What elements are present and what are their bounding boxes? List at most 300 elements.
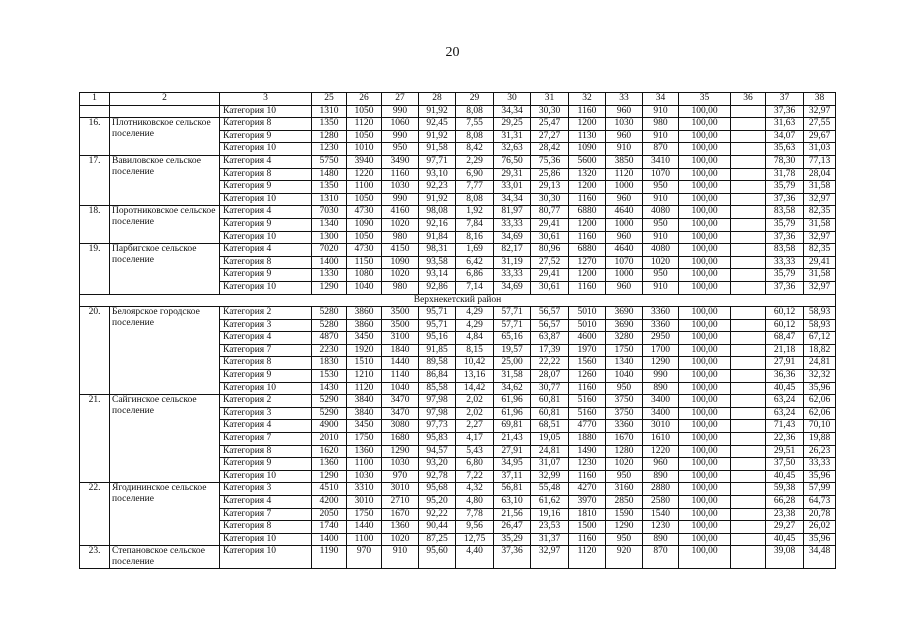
value-cell: 100,00 <box>679 496 731 509</box>
value-cell: 4510 <box>312 483 347 496</box>
value-cell: 4080 <box>643 206 679 219</box>
value-cell: 1530 <box>312 370 347 383</box>
value-cell: 12,75 <box>456 533 494 546</box>
value-cell: 1750 <box>347 433 382 446</box>
value-cell: 1230 <box>312 143 347 156</box>
value-cell: 27,52 <box>531 256 569 269</box>
value-cell: 82,17 <box>494 244 531 257</box>
value-cell: 1290 <box>606 521 643 534</box>
value-cell: 92,86 <box>419 281 456 294</box>
value-cell: 87,25 <box>419 533 456 546</box>
value-cell: 28,04 <box>804 168 836 181</box>
value-cell: 1080 <box>347 269 382 282</box>
value-cell: 1040 <box>382 382 419 395</box>
value-cell: 5010 <box>569 319 606 332</box>
value-cell: 100,00 <box>679 130 731 143</box>
value-cell: 95,16 <box>419 332 456 345</box>
value-cell: 910 <box>643 193 679 206</box>
category-cell: Категория 4 <box>220 496 312 509</box>
value-cell: 1190 <box>312 546 347 569</box>
value-cell: 1830 <box>312 357 347 370</box>
value-cell: 97,98 <box>419 395 456 408</box>
value-cell: 1880 <box>569 433 606 446</box>
value-cell: 25,00 <box>494 357 531 370</box>
value-cell: 1560 <box>569 357 606 370</box>
value-cell: 7,55 <box>456 118 494 131</box>
value-cell <box>731 370 766 383</box>
value-cell: 1140 <box>382 370 419 383</box>
value-cell: 91,92 <box>419 193 456 206</box>
value-cell: 1020 <box>643 256 679 269</box>
value-cell: 1040 <box>606 370 643 383</box>
value-cell: 2,27 <box>456 420 494 433</box>
value-cell: 29,41 <box>804 256 836 269</box>
settlement-name-cell: Белоярское городское поселение <box>110 307 220 395</box>
value-cell: 22,36 <box>766 433 804 446</box>
value-cell: 950 <box>606 470 643 483</box>
value-cell: 34,34 <box>494 105 531 118</box>
value-cell: 90,44 <box>419 521 456 534</box>
category-cell: Категория 10 <box>220 281 312 294</box>
value-cell <box>731 118 766 131</box>
value-cell: 58,93 <box>804 307 836 320</box>
table-row <box>80 105 836 118</box>
value-cell: 4640 <box>606 244 643 257</box>
row-number-cell: 19. <box>80 244 110 294</box>
value-cell: 3360 <box>606 420 643 433</box>
value-cell: 100,00 <box>679 357 731 370</box>
column-number-cell: 33 <box>606 93 643 106</box>
value-cell: 58,93 <box>804 319 836 332</box>
category-cell: Категория 10 <box>220 470 312 483</box>
value-cell: 960 <box>606 231 643 244</box>
value-cell: 35,29 <box>494 533 531 546</box>
value-cell: 97,73 <box>419 420 456 433</box>
value-cell: 1160 <box>569 281 606 294</box>
value-cell: 100,00 <box>679 269 731 282</box>
value-cell: 95,20 <box>419 496 456 509</box>
value-cell: 100,00 <box>679 344 731 357</box>
settlement-name-cell: Поротниковское сельское поселение <box>110 206 220 244</box>
value-cell <box>731 433 766 446</box>
value-cell <box>731 445 766 458</box>
row-number-cell: 21. <box>80 395 110 483</box>
value-cell: 3470 <box>382 407 419 420</box>
value-cell: 29,67 <box>804 130 836 143</box>
value-cell: 1360 <box>312 458 347 471</box>
value-cell: 2880 <box>643 483 679 496</box>
value-cell: 35,96 <box>804 533 836 546</box>
value-cell: 100,00 <box>679 143 731 156</box>
category-cell: Категория 8 <box>220 118 312 131</box>
value-cell: 1290 <box>312 470 347 483</box>
value-cell: 29,25 <box>494 118 531 131</box>
value-cell: 4,29 <box>456 307 494 320</box>
value-cell: 63,24 <box>766 407 804 420</box>
value-cell: 95,60 <box>419 546 456 569</box>
value-cell: 4160 <box>382 206 419 219</box>
value-cell: 1020 <box>382 218 419 231</box>
value-cell <box>731 193 766 206</box>
value-cell: 5280 <box>312 307 347 320</box>
value-cell: 89,58 <box>419 357 456 370</box>
value-cell: 34,62 <box>494 382 531 395</box>
value-cell: 66,28 <box>766 496 804 509</box>
value-cell: 870 <box>643 546 679 569</box>
value-cell: 60,12 <box>766 319 804 332</box>
value-cell: 8,15 <box>456 344 494 357</box>
value-cell <box>731 546 766 569</box>
value-cell: 78,30 <box>766 155 804 168</box>
category-cell: Категория 4 <box>220 420 312 433</box>
value-cell: 6,80 <box>456 458 494 471</box>
value-cell: 980 <box>382 281 419 294</box>
value-cell: 76,50 <box>494 155 531 168</box>
value-cell: 1030 <box>347 470 382 483</box>
value-cell: 3500 <box>382 319 419 332</box>
value-cell: 1750 <box>606 344 643 357</box>
value-cell: 1090 <box>347 218 382 231</box>
value-cell: 910 <box>643 281 679 294</box>
value-cell: 8,08 <box>456 105 494 118</box>
value-cell: 91,84 <box>419 231 456 244</box>
value-cell: 1150 <box>347 256 382 269</box>
value-cell: 23,53 <box>531 521 569 534</box>
table-row <box>80 395 836 408</box>
value-cell: 95,68 <box>419 483 456 496</box>
value-cell: 75,36 <box>531 155 569 168</box>
value-cell: 24,81 <box>804 357 836 370</box>
value-cell: 57,71 <box>494 307 531 320</box>
value-cell: 1270 <box>569 256 606 269</box>
value-cell: 60,12 <box>766 307 804 320</box>
category-cell: Категория 8 <box>220 445 312 458</box>
value-cell <box>731 521 766 534</box>
value-cell: 1970 <box>569 344 606 357</box>
value-cell <box>731 332 766 345</box>
value-cell: 1440 <box>347 521 382 534</box>
value-cell: 93,10 <box>419 168 456 181</box>
value-cell: 7,22 <box>456 470 494 483</box>
value-cell: 1,92 <box>456 206 494 219</box>
value-cell: 5010 <box>569 307 606 320</box>
value-cell: 40,45 <box>766 533 804 546</box>
value-cell: 100,00 <box>679 470 731 483</box>
table-row <box>80 307 836 320</box>
value-cell: 1590 <box>606 508 643 521</box>
column-number-cell: 35 <box>679 93 731 106</box>
value-cell: 31,58 <box>804 269 836 282</box>
value-cell: 3010 <box>347 496 382 509</box>
value-cell: 2950 <box>643 332 679 345</box>
value-cell: 36,36 <box>766 370 804 383</box>
category-cell: Категория 4 <box>220 332 312 345</box>
value-cell: 4640 <box>606 206 643 219</box>
value-cell: 86,84 <box>419 370 456 383</box>
value-cell: 56,81 <box>494 483 531 496</box>
value-cell <box>731 130 766 143</box>
value-cell: 61,62 <box>531 496 569 509</box>
value-cell: 32,32 <box>804 370 836 383</box>
value-cell: 2230 <box>312 344 347 357</box>
value-cell: 960 <box>606 281 643 294</box>
value-cell: 3360 <box>643 319 679 332</box>
value-cell: 3860 <box>347 319 382 332</box>
column-number-cell: 28 <box>419 93 456 106</box>
settlement-name-cell: Вавиловское сельское поселение <box>110 155 220 205</box>
value-cell: 1160 <box>569 105 606 118</box>
value-cell: 1100 <box>347 181 382 194</box>
row-number-cell: 20. <box>80 307 110 395</box>
value-cell: 57,71 <box>494 319 531 332</box>
value-cell: 1350 <box>312 118 347 131</box>
value-cell: 2710 <box>382 496 419 509</box>
value-cell: 29,27 <box>766 521 804 534</box>
value-cell: 19,05 <box>531 433 569 446</box>
table-row <box>80 206 836 219</box>
value-cell: 3500 <box>382 307 419 320</box>
value-cell <box>731 256 766 269</box>
value-cell: 27,91 <box>494 445 531 458</box>
value-cell: 100,00 <box>679 420 731 433</box>
value-cell: 32,97 <box>804 281 836 294</box>
category-cell: Категория 4 <box>220 206 312 219</box>
value-cell: 3010 <box>382 483 419 496</box>
value-cell: 3850 <box>606 155 643 168</box>
value-cell: 91,58 <box>419 143 456 156</box>
value-cell: 31,07 <box>531 458 569 471</box>
value-cell: 26,02 <box>804 521 836 534</box>
value-cell: 100,00 <box>679 508 731 521</box>
value-cell: 1480 <box>312 168 347 181</box>
region-row <box>80 294 836 307</box>
value-cell: 80,77 <box>531 206 569 219</box>
value-cell: 1000 <box>606 269 643 282</box>
value-cell: 1070 <box>643 168 679 181</box>
value-cell: 32,97 <box>804 105 836 118</box>
value-cell: 1510 <box>347 357 382 370</box>
value-cell: 1920 <box>347 344 382 357</box>
value-cell: 5,43 <box>456 445 494 458</box>
value-cell <box>731 344 766 357</box>
value-cell: 1030 <box>382 181 419 194</box>
value-cell <box>731 407 766 420</box>
value-cell: 1340 <box>312 218 347 231</box>
value-cell: 1050 <box>347 130 382 143</box>
category-cell: Категория 8 <box>220 168 312 181</box>
value-cell: 3450 <box>347 332 382 345</box>
category-cell: Категория 9 <box>220 130 312 143</box>
value-cell: 4,29 <box>456 319 494 332</box>
value-cell: 82,35 <box>804 206 836 219</box>
page-number: 20 <box>445 45 460 60</box>
value-cell: 31,19 <box>494 256 531 269</box>
value-cell: 1540 <box>643 508 679 521</box>
value-cell: 30,61 <box>531 281 569 294</box>
value-cell: 97,71 <box>419 155 456 168</box>
region-title: Верхнекетский район <box>80 294 836 307</box>
value-cell: 21,56 <box>494 508 531 521</box>
value-cell: 3690 <box>606 307 643 320</box>
value-cell: 95,83 <box>419 433 456 446</box>
category-cell: Категория 7 <box>220 508 312 521</box>
value-cell <box>731 181 766 194</box>
value-cell: 6,90 <box>456 168 494 181</box>
value-cell: 68,47 <box>766 332 804 345</box>
value-cell: 18,82 <box>804 344 836 357</box>
category-cell: Категория 4 <box>220 244 312 257</box>
value-cell: 97,98 <box>419 407 456 420</box>
value-cell: 100,00 <box>679 244 731 257</box>
value-cell: 32,63 <box>494 143 531 156</box>
value-cell: 910 <box>643 105 679 118</box>
value-cell: 4730 <box>347 244 382 257</box>
table-row <box>80 483 836 496</box>
value-cell <box>731 533 766 546</box>
row-number-cell: 23. <box>80 546 110 569</box>
value-cell: 100,00 <box>679 546 731 569</box>
value-cell: 91,92 <box>419 130 456 143</box>
value-cell: 29,51 <box>766 445 804 458</box>
value-cell: 19,57 <box>494 344 531 357</box>
value-cell <box>731 218 766 231</box>
value-cell: 970 <box>382 470 419 483</box>
value-cell: 4600 <box>569 332 606 345</box>
value-cell: 28,42 <box>531 143 569 156</box>
table-row <box>80 244 836 257</box>
value-cell: 100,00 <box>679 395 731 408</box>
value-cell: 2,29 <box>456 155 494 168</box>
settlement-name-cell: Плотниковское сельское поселение <box>110 118 220 156</box>
value-cell: 4200 <box>312 496 347 509</box>
value-cell: 920 <box>606 546 643 569</box>
value-cell: 1330 <box>312 269 347 282</box>
value-cell: 25,86 <box>531 168 569 181</box>
value-cell: 91,92 <box>419 105 456 118</box>
value-cell: 1220 <box>643 445 679 458</box>
value-cell: 950 <box>643 269 679 282</box>
value-cell: 1050 <box>347 231 382 244</box>
value-cell: 910 <box>643 130 679 143</box>
category-cell: Категория 9 <box>220 269 312 282</box>
value-cell: 7,77 <box>456 181 494 194</box>
value-cell: 63,10 <box>494 496 531 509</box>
settlement-name-cell: Парбигское сельское поселение <box>110 244 220 294</box>
value-cell: 1120 <box>569 546 606 569</box>
value-cell: 1120 <box>347 382 382 395</box>
column-number-cell: 27 <box>382 93 419 106</box>
value-cell: 1340 <box>606 357 643 370</box>
value-cell: 56,57 <box>531 319 569 332</box>
value-cell: 83,58 <box>766 206 804 219</box>
value-cell: 1810 <box>569 508 606 521</box>
value-cell: 31,31 <box>494 130 531 143</box>
value-cell: 100,00 <box>679 168 731 181</box>
column-number-cell: 32 <box>569 93 606 106</box>
value-cell: 1120 <box>606 168 643 181</box>
value-cell: 24,81 <box>531 445 569 458</box>
value-cell: 1290 <box>643 357 679 370</box>
value-cell: 93,20 <box>419 458 456 471</box>
column-number-cell: 30 <box>494 93 531 106</box>
value-cell: 3840 <box>347 407 382 420</box>
value-cell <box>731 269 766 282</box>
value-cell: 1610 <box>643 433 679 446</box>
value-cell: 890 <box>643 533 679 546</box>
value-cell: 1500 <box>569 521 606 534</box>
value-cell: 3100 <box>382 332 419 345</box>
value-cell: 7,78 <box>456 508 494 521</box>
value-cell: 1200 <box>569 118 606 131</box>
value-cell: 100,00 <box>679 433 731 446</box>
value-cell: 33,01 <box>494 181 531 194</box>
value-cell: 1200 <box>569 269 606 282</box>
value-cell: 40,45 <box>766 470 804 483</box>
value-cell: 910 <box>643 231 679 244</box>
value-cell: 3280 <box>606 332 643 345</box>
value-cell: 100,00 <box>679 458 731 471</box>
value-cell: 100,00 <box>679 105 731 118</box>
column-number-cell: 2 <box>110 93 220 106</box>
value-cell: 3400 <box>643 407 679 420</box>
value-cell: 3310 <box>347 483 382 496</box>
value-cell: 63,87 <box>531 332 569 345</box>
value-cell: 31,58 <box>494 370 531 383</box>
value-cell: 1040 <box>347 281 382 294</box>
value-cell: 1400 <box>312 256 347 269</box>
value-cell <box>731 357 766 370</box>
value-cell: 3940 <box>347 155 382 168</box>
value-cell: 25,47 <box>531 118 569 131</box>
value-cell: 100,00 <box>679 307 731 320</box>
category-cell: Категория 3 <box>220 483 312 496</box>
value-cell: 1200 <box>569 181 606 194</box>
value-cell: 100,00 <box>679 155 731 168</box>
value-cell: 95,71 <box>419 319 456 332</box>
value-cell: 960 <box>606 130 643 143</box>
value-cell: 67,12 <box>804 332 836 345</box>
value-cell: 14,42 <box>456 382 494 395</box>
value-cell: 950 <box>382 143 419 156</box>
value-cell: 3470 <box>382 395 419 408</box>
value-cell: 34,34 <box>494 193 531 206</box>
value-cell: 30,77 <box>531 382 569 395</box>
value-cell: 22,22 <box>531 357 569 370</box>
value-cell: 20,78 <box>804 508 836 521</box>
category-cell: Категория 4 <box>220 155 312 168</box>
value-cell: 27,55 <box>804 118 836 131</box>
value-cell: 3160 <box>606 483 643 496</box>
value-cell: 1280 <box>312 130 347 143</box>
value-cell: 1050 <box>347 105 382 118</box>
value-cell: 1160 <box>569 533 606 546</box>
value-cell: 870 <box>643 143 679 156</box>
value-cell: 37,50 <box>766 458 804 471</box>
value-cell: 17,39 <box>531 344 569 357</box>
value-cell: 32,99 <box>531 470 569 483</box>
value-cell: 37,36 <box>766 231 804 244</box>
value-cell: 92,22 <box>419 508 456 521</box>
value-cell <box>731 281 766 294</box>
category-cell: Категория 10 <box>220 533 312 546</box>
column-number-cell: 38 <box>804 93 836 106</box>
value-cell: 990 <box>382 193 419 206</box>
value-cell: 62,06 <box>804 395 836 408</box>
value-cell: 3080 <box>382 420 419 433</box>
value-cell: 100,00 <box>679 206 731 219</box>
value-cell: 77,13 <box>804 155 836 168</box>
value-cell: 1290 <box>382 445 419 458</box>
